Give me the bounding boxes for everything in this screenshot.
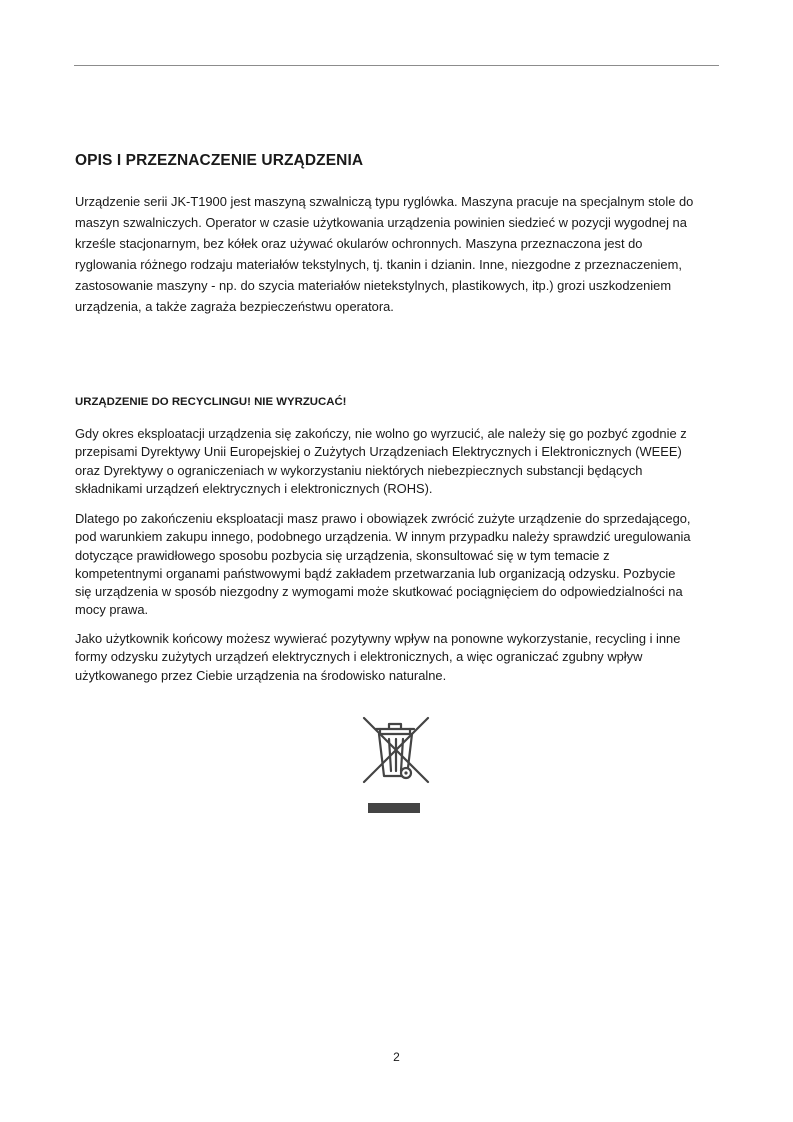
section-heading-recycling: URZĄDZENIE DO RECYCLINGU! NIE WYRZUCAĆ! [75,396,347,408]
paragraph-line: kompetentnymi organami państwowymi bądź zakładem przetwarzania lub organizacją odzysku. Pozbycie [75,565,676,581]
description-line: zastosowanie maszyny - np. do szycia materiałów nietekstylnych, plastikowych, itp.) grozi uszkodzeniem [75,278,672,293]
paragraph-line: przepisami Dyrektywy Unii Europejskiej o Zużytych Urządzeniach Elektrycznych i Elektronicznych (WEEE) [75,444,682,460]
description-paragraph [75,191,735,317]
crossed-out-wheelie-bin-icon [360,714,432,818]
paragraph-line: Jako użytkownik końcowy możesz wywierać pozytywny wpływ na ponowne wykorzystanie, recycling i inne [75,631,681,646]
paragraph-line: oraz Dyrektywy o ograniczeniach w wykorzystaniu niektórych niebezpiecznych substancji będących [75,462,643,478]
header-rule [74,65,719,66]
recycling-paragraph-2 [75,510,735,620]
description-line: Urządzenie serii JK-T1900 jest maszyną szwalniczą typu ryglówka. Maszyna pracuje na specjalnym stole do [75,194,694,209]
recycling-paragraph-1 [75,425,735,498]
recycling-paragraph-3 [75,630,735,685]
description-line: ryglowania różnego rodzaju materiałów tekstylnych, tj. tkanin i dzianin. Inne, niezgodne z przeznaczeniem, [75,257,682,272]
paragraph-line: pod warunkiem zakupu innego, podobnego urządzenia. W innym przypadku należy sprawdzić uregulowania [75,529,691,545]
paragraph-line: formy odzysku zużytych urządzeń elektrycznych i elektronicznych, a więc ograniczać zgubny wpływ [75,649,643,665]
page-number: 2 [393,1050,400,1064]
paragraph-line: dotyczące prawidłowego sposobu pozbycia się urządzenia, skonsultować się w tym temacie z [75,547,610,563]
description-line: maszyn szwalniczych. Operator w czasie użytkowania urządzenia powinien siedzieć w pozycji wygodnej na [75,215,687,230]
paragraph-line: mocy prawa. [75,602,149,618]
paragraph-line: użytkowanego przez Ciebie urządzenia na środowisko naturalne. [75,667,447,683]
description-line: urządzenia, a także zagraża bezpieczeństwu operatora. [75,299,394,314]
section-heading-description: OPIS I PRZEZNACZENIE URZĄDZENIA [75,152,364,169]
paragraph-line: Gdy okres eksploatacji urządzenia się zakończy, nie wolno go wyrzucić, ale należy się go pozbyć zgodnie z [75,426,687,441]
paragraph-line: składnikami urządzeń elektrycznych i elektronicznych (ROHS). [75,480,433,496]
paragraph-line: się urządzenia w sposób niezgodny z wymogami może skutkować pociągnięciem do odpowiedzialności na [75,584,683,600]
paragraph-line: Dlatego po zakończeniu eksploatacji masz prawo i obowiązek zwrócić zużyte urządzenie do sprzedającego, [75,511,691,526]
description-line: krześle stacjonarnym, bez kółek oraz używać okularów ochronnych. Maszyna przeznaczona jest do [75,236,643,251]
